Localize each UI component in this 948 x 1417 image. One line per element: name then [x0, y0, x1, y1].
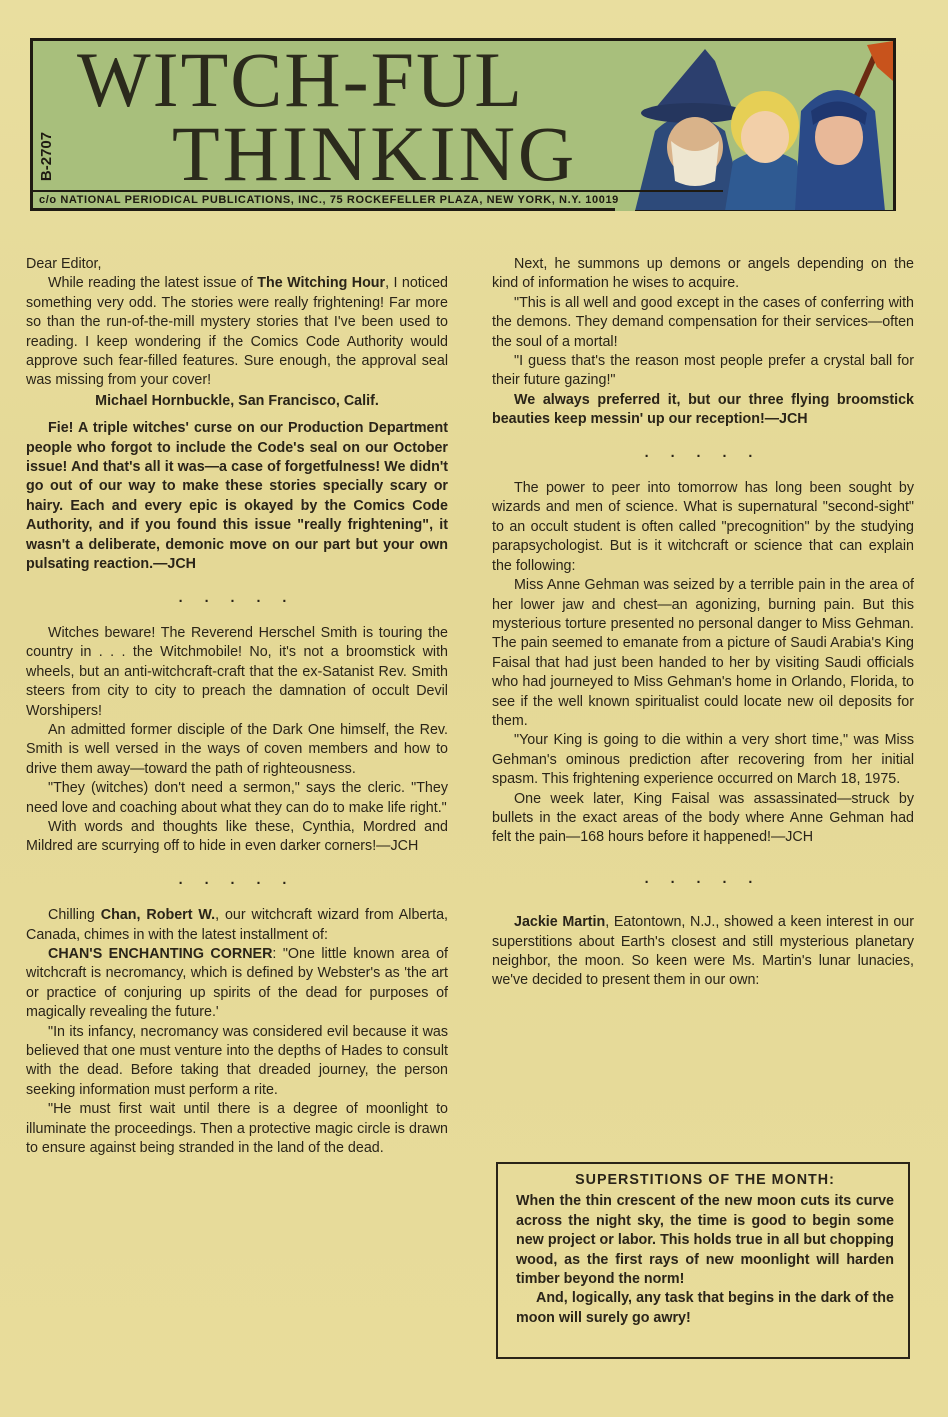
feature-heading: CHAN'S ENCHANTING CORNER: [48, 946, 273, 962]
section-divider: . . . . .: [178, 871, 296, 888]
section-divider: . . . . .: [178, 589, 296, 606]
header-banner: [30, 38, 896, 211]
contributor-name: Chan, Robert W.: [100, 907, 216, 924]
article-paragraph: "This is all well and good except in the cases of conferring with the demons. They demand compensation for their services—often the soul of a mortal!: [492, 294, 914, 350]
section-divider: . . . . .: [644, 444, 762, 461]
magazine-title: The Witching Hour: [257, 275, 386, 292]
article-paragraph: The power to peer into tomorrow has long been sought by wizards and men of science. What is supernatural "second-sight" to an occult student is often called "precognition" by the studying parapsychologist. But is it witchcraft or science that can explain the following:: [492, 480, 914, 574]
article-paragraph: Miss Anne Gehman was seized by a terrible pain in the area of her lower jaw and chest—an agonizing, burning pain. But this mysterious torture presented no personal danger to Miss Gehman. The pain seemed to emanate from a picture of Saudi Arabia's King Faisal that had just been handed to her by visiting Saudi officials who had journeyed to Miss Gehman's home in Orlando, Florida, to see if the well known spiritualist could locate new oil deposits for them.: [492, 577, 914, 729]
article-paragraph: "He must first wait until there is a degree of moonlight to illuminate the proceedings. Then a protective magic circle is drawn to ensure against being stranded in the land of the dead.: [26, 1101, 448, 1157]
article-paragraph: "In its infancy, necromancy was considered evil because it was believed that one must venture into the depths of Hades to consult with the dead. Before taking that dreaded journey, the person seeking information must perform a rite.: [26, 1023, 448, 1098]
letter-paragraph: While reading the latest issue of The Witching Hour, I noticed something very odd. The stories were really frightening! Far more so than the run-of-the-mill mystery stories that I've been used to reading. I keep wondering if the Comics Code Authority would approve such fear-filled features. Sure enough, the approval seal was missing from your cover!: [26, 275, 448, 389]
article-paragraph: CHAN'S ENCHANTING CORNER: "One little known area of witchcraft is necromancy, which is defined by Webster's as 'the art or practice of conjuring up spirits of the dead for purposes of magically revealing the future.': [26, 946, 448, 1021]
box-paragraph: And, logically, any task that begins in the dark of the moon will surely go awry!: [516, 1290, 894, 1326]
title-line-1: WITCH-FUL: [77, 36, 524, 123]
article-paragraph: Next, he summons up demons or angels depending on the kind of information he wises to acquire.: [492, 256, 914, 292]
article-paragraph: One week later, King Faisal was assassinated—struck by bullets in the exact areas of the body where Anne Gehman had felt the pain—168 hours before it happened!—JCH: [492, 790, 914, 846]
article-paragraph: With words and thoughts like these, Cynthia, Mordred and Mildred are scurrying off to hide in even darker corners!—JCH: [26, 818, 448, 855]
article-paragraph: Witches beware! The Reverend Herschel Smith is touring the country in . . . the Witchmobile! No, it's not a broomstick with wheels, but an anti-witchcraft-craft that the ex-Satanist Rev. Smith steers from city to city to preach the damnation of occult Devil Worshipers!: [26, 624, 448, 719]
box-paragraph: When the thin crescent of the new moon cuts its curve across the night sky, the time is good to begin some new project or labor. This holds true in all but chopping wood, as the first rays of new moonlight will harden timber beyond the norm!: [516, 1193, 894, 1288]
article-paragraph: An admitted former disciple of the Dark One himself, the Rev. Smith is well versed in the ways of coven members and how to drive them away—toward the path of righteousness.: [26, 721, 448, 777]
letter-salutation: Dear Editor,: [26, 256, 102, 272]
page-title: [77, 36, 578, 198]
box-title: SUPERSTITIONS OF THE MONTH:: [575, 1172, 835, 1188]
contributor-name: Jackie Martin: [514, 914, 606, 931]
article-paragraph: Jackie Martin, Eatontown, N.J., showed a keen interest in our superstitions about Earth's closest and still mysterious planetary neighbor, the moon. So keen were Ms. Martin's lunar lunacies, we've decided to present them in our own:: [492, 914, 914, 989]
editor-reply: Fie! A triple witches' curse on our Production Department people who forgot to include the Code's seal on our October issue! And that's all it was—a case of forgetfulness! We didn't go out of our way to make these stories specially scary or hairy. Each and every epic is okayed by the Comics Code Authority, and if you found this issue "really frightening", it wasn't a deliberate, demonic move on our part but your own pulsating reaction.—JCH: [26, 420, 448, 573]
left-column: [26, 255, 448, 1158]
section-divider: . . . . .: [644, 870, 762, 887]
title-line-2: THINKING: [172, 110, 578, 198]
article-paragraph: "Your King is going to die within a very short time," was Miss Gehman's ominous prediction after recovering from her initial spasm. This frightening experience occurred on March 18, 1975.: [492, 732, 914, 788]
header-code: B-2707: [38, 131, 56, 181]
right-column: [492, 255, 914, 991]
publisher-address: c/o NATIONAL PERIODICAL PUBLICATIONS, INC., 75 ROCKEFELLER PLAZA, NEW YORK, N.Y. 10019: [33, 190, 723, 208]
article-paragraph: Chilling Chan, Robert W., our witchcraft wizard from Alberta, Canada, chimes in with the latest installment of:: [26, 907, 449, 943]
letter-signature: Michael Hornbuckle, San Francisco, Calif.: [95, 392, 379, 409]
editor-reply: We always preferred it, but our three flying broomstick beauties keep messin' up our reception!—JCH: [492, 391, 914, 428]
article-paragraph: "They (witches) don't need a sermon," says the cleric. "They need love and coaching about what they can do to make life right.": [26, 780, 448, 816]
superstitions-box: [496, 1162, 910, 1359]
article-paragraph: "I guess that's the reason most people prefer a crystal ball for their future gazing!": [492, 353, 914, 389]
witches-illustration: [615, 41, 893, 211]
